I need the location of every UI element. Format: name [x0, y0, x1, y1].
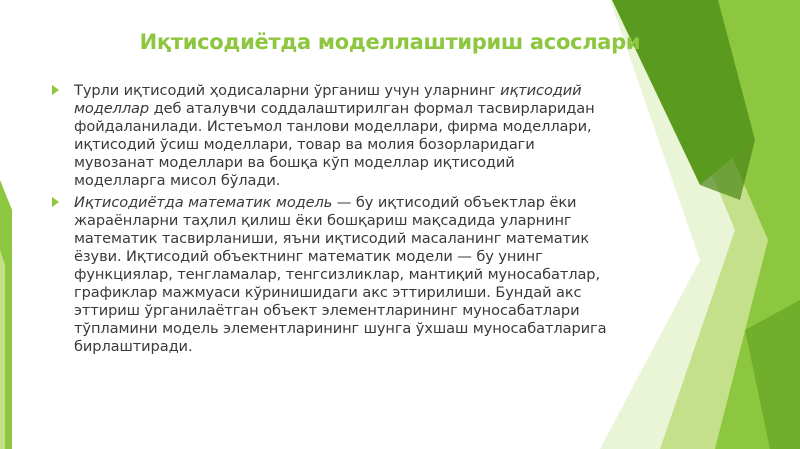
slide-content [50, 82, 610, 356]
triangle-bullet-icon [52, 85, 59, 95]
left-accent-strip-light [0, 250, 5, 449]
bullet-text: — бу иқтисодий объектлар ёки жараёнларни таҳлил қилиш ёки бошқариш мақсадида уларнинг математик тасвирланиши, яъни иқтисодий масаланинг математик ёзуви. Иқтисодий объектнинг математик модели — бу унинг функциялар, тенгламалар, тенгсизликлар, мантиқий муносабатлар, графиклар мажмуаси кўринишидаги акс эттирилиши. Бундай акс эттириш ўрганилаётган объект элементларининг муносабатлари тўпламини модель элементларининг шунга ўхшаш муносабатларига бирлаштиради. [74, 194, 607, 355]
slide-title: Иқтисодиётда моделлаштириш асослари [139, 30, 641, 54]
bullet-emphasis: иқтисодий моделлар [74, 82, 582, 117]
bullet-item-economic-models [50, 82, 610, 189]
bullet-emphasis: Иқтисодиётда математик модель [74, 194, 333, 212]
triangle-bullet-icon [52, 197, 59, 207]
bullet-text: Турли иқтисодий ҳодисаларни ўрганиш учун уларнинг [74, 82, 501, 99]
bullet-item-mathematical-model [50, 194, 610, 355]
bullet-text: деб аталувчи соддалаштирилган формал тасвирларидан фойдаланилади. Истеъмол танлови моделлари, фирма моделлари, иқтисодий ўсиш моделлари, товар ва молия бозорларидаги мувозанат моделлари ва бошқа кўп моделлар иқтисодий моделларга мисол бўлади. [74, 99, 595, 189]
